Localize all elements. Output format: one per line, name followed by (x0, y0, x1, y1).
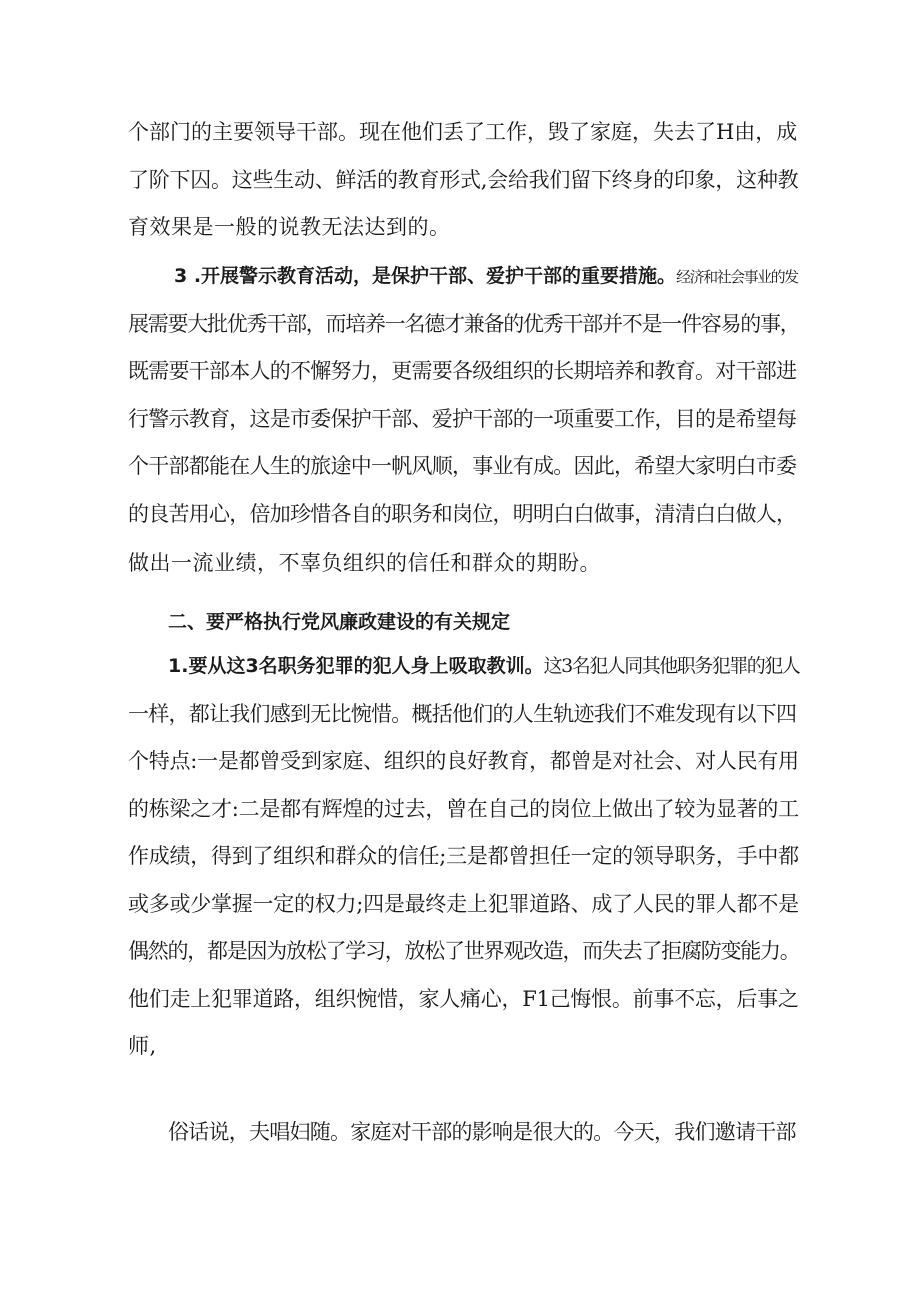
para-4-line-1: 俗话说，夫唱妇随。家庭对干部的影响是很大的。今天，我们邀请干部 (168, 1120, 796, 1144)
section-heading: 二、要严格执行党风廉政建设的有关规定 (168, 611, 511, 633)
para-3-first-rest: 这3名犯人同其他职务犯罪的犯人 (543, 655, 800, 677)
para-2-line-6: 的良苦用心，倍加珍惜各自的职务和岗位，明明白白做事，清清白白做人， (128, 502, 797, 526)
para-3-line-3: 个特点:一是都曾受到家庭、组织的良好教育，都曾是对社会、对人民有用 (128, 749, 799, 773)
para-3-line-1 (168, 652, 799, 680)
para-3-line-7: 偶然的，都是因为放松了学习，放松了世界观改造，而失去了拒腐防变能力。 (128, 939, 800, 963)
para-3-line-9: 师, (128, 1034, 157, 1058)
para-1-line-2: 了阶下囚。这些生动、鲜活的教育形式,会给我们留下终身的印象，这种教 (128, 168, 799, 192)
para-3-lead: 1.要从这3名职务犯罪的犯人身上吸取教训。 (168, 655, 544, 677)
para-2-line-1 (174, 262, 798, 290)
para-1-line-1: 个部门的主要领导干部。现在他们丢了工作，毁了家庭，失去了H由，成 (128, 120, 798, 144)
para-1-line-3: 育效果是一般的说教无法达到的。 (128, 215, 451, 239)
para-2-line-4: 行警示教育，这是市委保护干部、爱护干部的一项重要工作，目的是希望每 (128, 407, 797, 431)
para-2-line-3: 既需要干部本人的不懈努力，更需要各级组织的长期培养和教育。对干部进 (128, 359, 797, 383)
para-3-line-4: 的栋梁之才:二是都有辉煌的过去，曾在自己的岗位上做出了较为显著的工 (128, 797, 799, 821)
para-2-line-5: 个干部都能在人生的旅途中一帆风顺，事业有成。因此，希望大家明白市委 (128, 454, 797, 478)
para-2-line-2: 展需要大批优秀干部，而培养一名德才兼备的优秀干部并不是一件容易的事， (128, 312, 800, 336)
para-3-line-8: 他们走上犯罪道路，组织惋惜，家人痛心，F1己悔恨。前事不忘，后事之 (128, 987, 799, 1011)
para-3-line-2: 一样，都让我们感到无比惋惜。概括他们的人生轨迹我们不难发现有以下四 (128, 702, 797, 726)
para-2-line-7: 做出一流业绩，不辜负组织的信任和群众的期盼。 (128, 551, 601, 575)
para-2-first-rest: 经济和社会事业的发 (676, 268, 798, 286)
para-2-lead: 3 .开展警示教育活动，是保护干部、爱护干部的重要措施。 (174, 265, 677, 287)
para-3-line-6: 或多或少掌握一定的权力;四是最终走上犯罪道路、成了人民的罪人都不是 (128, 892, 799, 916)
para-3-line-5: 作成绩，得到了组织和群众的信任;三是都曾担任一定的领导职务，手中都 (128, 844, 799, 868)
